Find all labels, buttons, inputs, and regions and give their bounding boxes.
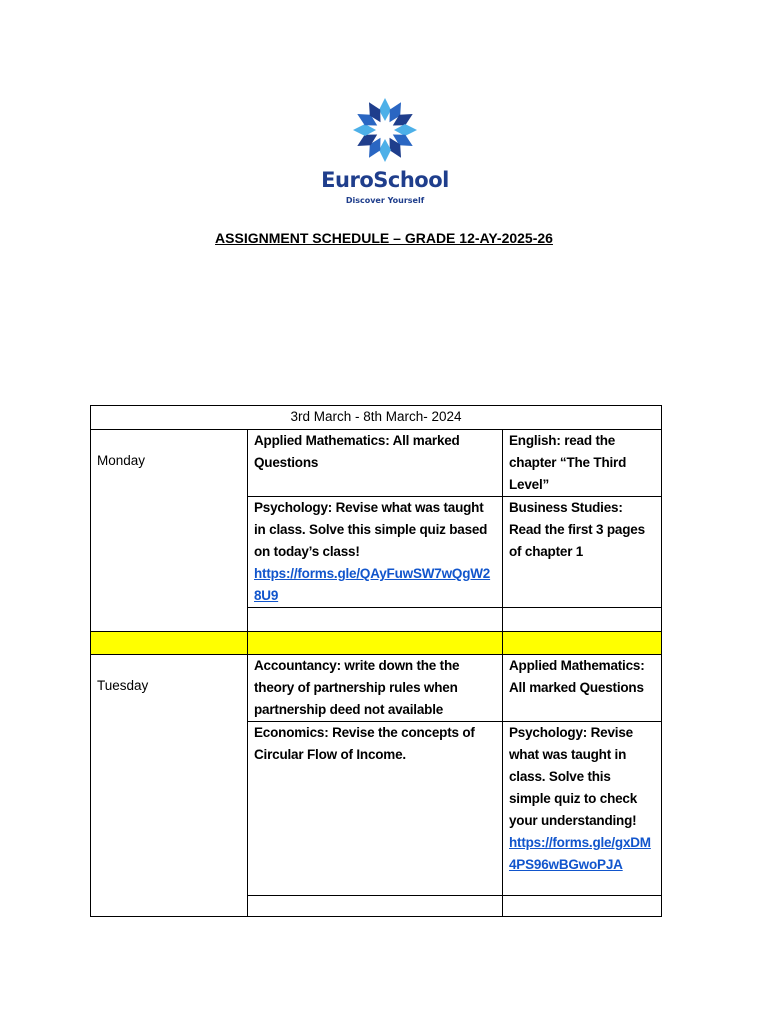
- monday-right-task-1: English: read the chapter “The Third Level”: [503, 430, 662, 497]
- day-tuesday: Tuesday: [91, 655, 248, 917]
- monday-quiz-link[interactable]: https://forms.gle/QAyFuwSW7wQgW28U9: [254, 566, 491, 603]
- highlight-separator-row: [91, 632, 662, 655]
- document-title: ASSIGNMENT SCHEDULE – GRADE 12-AY-2025-26: [215, 230, 553, 246]
- flower-emblem-icon: [351, 96, 419, 164]
- monday-left-task-1: Applied Mathematics: All marked Questions: [248, 430, 503, 497]
- highlight-cell: [503, 632, 662, 655]
- day-monday: Monday: [91, 430, 248, 632]
- assignment-table: [90, 405, 662, 917]
- logo-name: EuroSchool: [321, 168, 449, 192]
- emblem-petal: [394, 124, 417, 136]
- tuesday-quiz-link[interactable]: https://forms.gle/gxDM4PS96wBGwoPJA: [509, 835, 651, 872]
- euroschool-logo: [315, 96, 455, 224]
- empty-cell: [503, 896, 662, 917]
- emblem-petal: [353, 124, 376, 136]
- emblem-petal: [379, 139, 391, 162]
- empty-cell: [503, 608, 662, 632]
- date-range-row: [91, 406, 662, 430]
- tuesday-row-1: [91, 655, 662, 722]
- monday-left-task-2-text: Psychology: Revise what was taught in class. Solve this simple quiz based on today’s class!: [254, 500, 488, 559]
- date-range: 3rd March - 8th March- 2024: [91, 406, 662, 430]
- highlight-cell: [91, 632, 248, 655]
- highlight-cell: [248, 632, 503, 655]
- logo-tagline: Discover Yourself: [345, 196, 425, 205]
- tuesday-left-task-1: Accountancy: write down the the theory of partnership rules when partnership deed not available: [248, 655, 503, 722]
- empty-cell: [248, 896, 503, 917]
- tuesday-right-task-2-text: Psychology: Revise what was taught in class. Solve this simple quiz to check your understanding!: [509, 725, 638, 828]
- monday-row-1: [91, 430, 662, 497]
- tuesday-right-task-2: [503, 722, 662, 896]
- tuesday-left-task-2: Economics: Revise the concepts of Circular Flow of Income.: [248, 722, 503, 896]
- empty-cell: [248, 608, 503, 632]
- monday-left-task-2: [248, 497, 503, 608]
- monday-right-task-2: Business Studies: Read the first 3 pages of chapter 1: [503, 497, 662, 608]
- tuesday-right-task-1: Applied Mathematics: All marked Questions: [503, 655, 662, 722]
- emblem-center: [377, 122, 393, 138]
- emblem-petal: [379, 98, 391, 121]
